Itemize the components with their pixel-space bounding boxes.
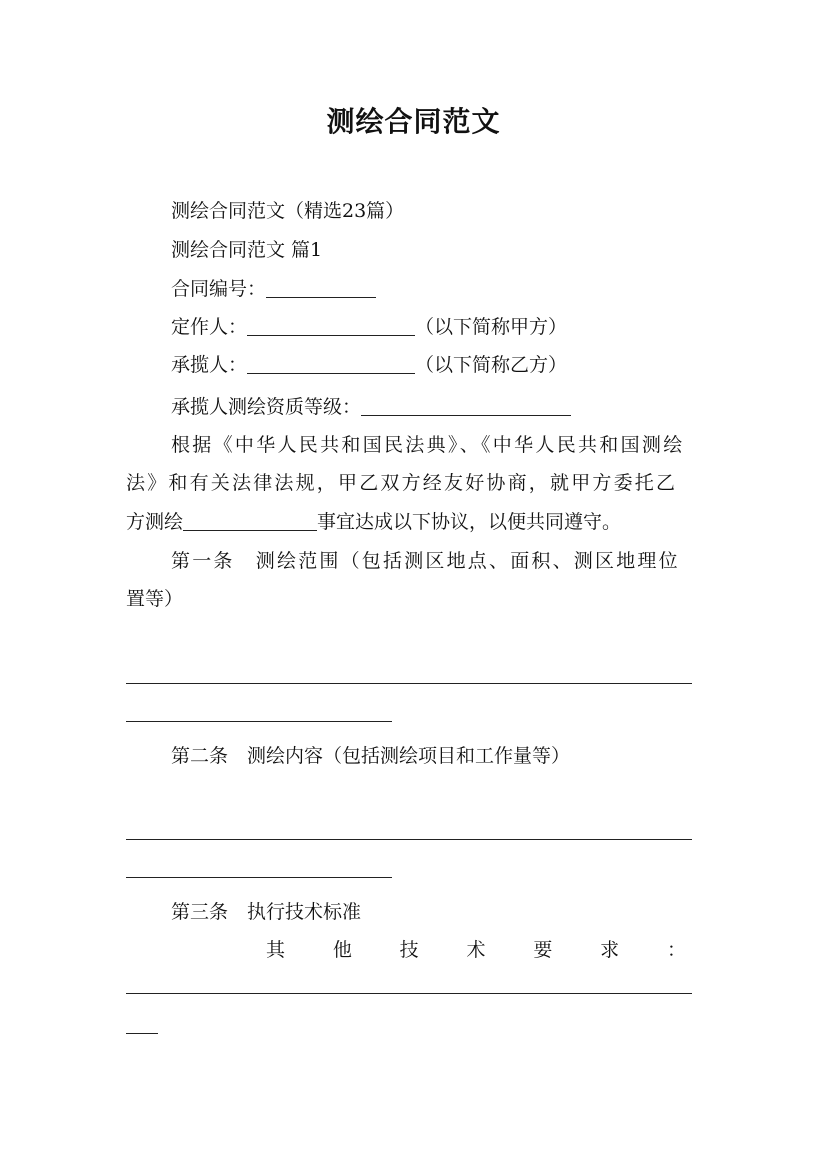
orderer-blank[interactable]: [247, 313, 415, 336]
other-req-char: 其: [266, 939, 286, 961]
article-heading-line: [171, 231, 749, 269]
clause-1-line-1: [171, 542, 749, 580]
clause-1-line-2: [126, 580, 704, 618]
clause-1-fill-line-1[interactable]: [126, 683, 692, 684]
preamble-text-3-suffix: 事宜达成以下协议，以便共同遵守。: [317, 511, 622, 533]
clause-1-text-2: 置等）: [126, 588, 184, 610]
clause-2-fill-line-2[interactable]: [126, 877, 392, 878]
contractor-label: 承揽人：: [171, 354, 248, 376]
clause-1-text-1: 第一条 测绘范围（包括测区地点、面积、测区地理位: [171, 550, 680, 572]
clause-3-text: 第三条 执行技术标准: [171, 901, 362, 923]
article-heading: 测绘合同范文 篇1: [171, 239, 323, 261]
contractor-blank[interactable]: [247, 351, 415, 374]
contractor-line: [171, 346, 749, 384]
other-req-char: 他: [332, 939, 352, 961]
orderer-label: 定作人：: [171, 316, 248, 338]
contractor-suffix: （以下简称乙方）: [415, 354, 568, 376]
other-req-char: ：: [666, 939, 686, 961]
orderer-line: [171, 308, 749, 346]
other-req-char: 求: [600, 939, 620, 961]
preamble-text-3-prefix: 方测绘: [126, 511, 184, 533]
other-req-char: 要: [533, 939, 553, 961]
qualification-line: [171, 388, 749, 426]
preamble-text-2: 法》和有关法律法规，甲乙双方经友好协商，就甲方委托乙: [126, 472, 678, 494]
orderer-suffix: （以下简称甲方）: [415, 316, 568, 338]
other-requirements-line: [266, 931, 686, 969]
subtitle: 测绘合同范文（精选23篇）: [171, 200, 405, 222]
qualification-blank[interactable]: [361, 393, 571, 416]
clause-1-fill-line-2[interactable]: [126, 721, 392, 722]
other-req-char: 技: [399, 939, 419, 961]
contract-no-label: 合同编号：: [171, 278, 267, 300]
other-requirements-fill-line-2[interactable]: [126, 1033, 158, 1034]
qualification-label: 承揽人测绘资质等级：: [171, 396, 362, 418]
contract-no-blank[interactable]: [266, 275, 376, 298]
document-title: 测绘合同范文: [326, 105, 501, 138]
clause-2-fill-line-1[interactable]: [126, 839, 692, 840]
preamble-text-1: 根据《中华人民共和国民法典》、《中华人民共和国测绘: [171, 434, 685, 456]
clause-3-line: [171, 893, 749, 931]
other-requirements-fill-line-1[interactable]: [126, 993, 692, 994]
clause-2-text: 第二条 测绘内容（包括测绘项目和工作量等）: [171, 745, 571, 767]
subtitle-line: [171, 192, 749, 230]
preamble-line-2: [126, 464, 704, 502]
clause-2-line: [171, 737, 749, 775]
survey-subject-blank[interactable]: [183, 508, 317, 531]
other-req-char: 术: [466, 939, 486, 961]
contract-no-line: [171, 270, 749, 308]
preamble-line-1: [126, 426, 704, 464]
preamble-line-3: [126, 503, 704, 541]
